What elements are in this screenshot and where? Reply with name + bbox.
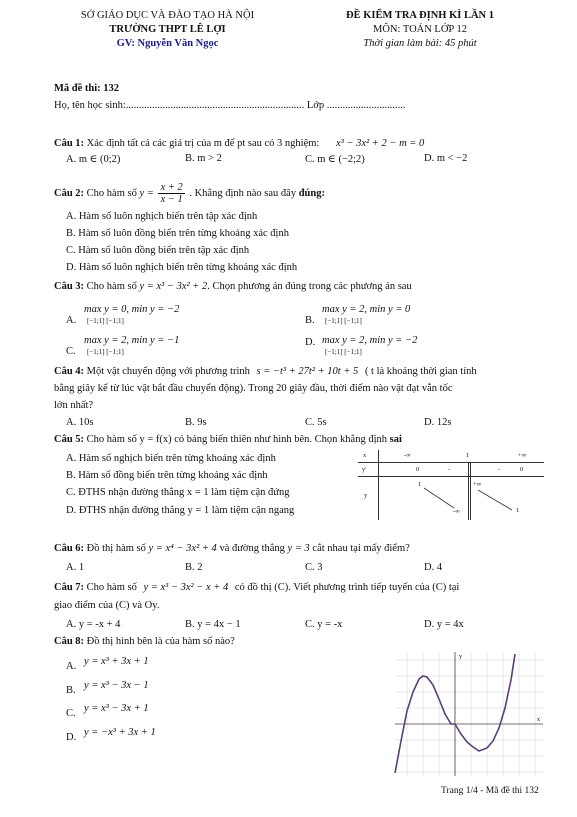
table-x-right: +∞ xyxy=(518,452,527,459)
header-school-name: TRƯỜNG THPT LÊ LỢI xyxy=(109,24,226,35)
q6-option-a: A. 1 xyxy=(66,562,85,573)
question-text: Xác định tất cả các giá trị của m để pt sau có 3 nghiệm: xyxy=(86,138,320,149)
table-yp-right: - xyxy=(498,466,501,473)
table-y-top-left: 1 xyxy=(418,481,422,488)
question-7-line-1 xyxy=(54,582,459,593)
question-equation: y = x³ − 3x² − x + 4 xyxy=(143,582,229,593)
q3-option-a-sub: [−1;1] [−1;1] xyxy=(87,317,124,325)
q4-option-d: D. 12s xyxy=(424,417,452,428)
question-7-line-2: giao điểm của (C) và Oy. xyxy=(54,600,160,611)
table-row-yprime: y' xyxy=(362,466,367,473)
question-8 xyxy=(54,636,235,647)
table-x-left: -∞ xyxy=(404,452,411,459)
q3-option-d: max y = 2, min y = −2 xyxy=(322,335,418,346)
question-equation-1: y = x⁴ − 3x² + 4 xyxy=(148,543,217,554)
q8-option-c-label: C. xyxy=(66,708,76,719)
q2-option-c: C. Hàm số luôn đồng biến trên tập xác định xyxy=(66,245,250,256)
q8-option-d-label: D. xyxy=(66,732,77,743)
question-text-3: cắt nhau tại mấy điểm? xyxy=(312,543,410,554)
q5-option-b: B. Hàm số đồng biến trên từng khoảng xác định xyxy=(66,470,268,481)
question-text: Cho hàm số xyxy=(86,582,137,593)
q8-option-a: y = x³ + 3x + 1 xyxy=(84,656,149,667)
question-colon: : xyxy=(321,187,325,199)
graph-y-label: y xyxy=(459,654,462,660)
q8-option-b-label: B. xyxy=(66,685,76,696)
q8-option-a-label: A. xyxy=(66,661,77,672)
q6-option-d: D. 4 xyxy=(424,562,443,573)
question-label: Câu 7: xyxy=(54,582,85,593)
q3-option-c-label: C. xyxy=(66,346,76,357)
question-label: Câu 4: xyxy=(54,366,85,377)
fraction-numerator: x + 2 xyxy=(160,182,183,193)
question-emphasis: sai xyxy=(389,434,402,445)
table-y-top-right: +∞ xyxy=(473,481,482,488)
question-text-2: có đồ thị (C). Viết phương trình tiếp tuyến của (C) tại xyxy=(234,582,460,593)
table-y-bot-right: 1 xyxy=(516,507,520,514)
q2-option-d: D. Hàm số luôn nghịch biến trên từng khoảng xác định xyxy=(66,262,298,273)
question-1 xyxy=(54,138,424,149)
table-y-bot-left: -∞ xyxy=(453,508,460,515)
q4-option-c: C. 5s xyxy=(305,417,327,428)
question-text-2: . Chọn phương án đúng trong các phương án sau xyxy=(207,281,412,292)
q7-option-b: B. y = 4x − 1 xyxy=(185,619,241,630)
table-row-x: x xyxy=(363,452,367,459)
question-6 xyxy=(54,543,410,554)
function-lhs: y = xyxy=(139,187,154,199)
graph-x-label: x xyxy=(537,717,540,723)
header-duration: Thời gian làm bài: 45 phút xyxy=(363,38,477,49)
question-equation: s = −t³ + 27t² + 10t + 5 xyxy=(256,366,359,377)
q1-option-c: C. m ∈ (−2;2) xyxy=(305,154,365,165)
q6-option-b: B. 2 xyxy=(185,562,203,573)
question-text: Cho hàm số xyxy=(86,187,137,199)
table-x-mid: 1 xyxy=(466,452,470,459)
question-4-line-1 xyxy=(54,366,477,377)
question-4-line-2: bằng giây kể từ lúc vật bắt đầu chuyển động). Trong 20 giây đầu, thời điểm nào vật đạt vẫn tốc xyxy=(54,383,453,394)
page-footer: Trang 1/4 - Mã đề thi 132 xyxy=(441,786,539,796)
q7-option-a: A. y = -x + 4 xyxy=(66,619,121,630)
q5-option-c: C. ĐTHS nhận đường thẳng x = 1 làm tiệm cận đứng xyxy=(66,487,290,498)
question-label: Câu 1: xyxy=(54,138,85,149)
question-text: Một vật chuyển động với phương trình xyxy=(86,366,250,377)
question-label: Câu 3: xyxy=(54,281,85,292)
table-yp-left: 0 xyxy=(416,466,420,473)
question-emphasis: đúng xyxy=(298,187,322,199)
q3-option-b-sub: [−1;1] [−1;1] xyxy=(325,317,362,325)
question-5 xyxy=(54,434,402,445)
q8-option-b: y = x³ − 3x − 1 xyxy=(84,680,149,691)
q3-option-c: max y = 2, min y = −1 xyxy=(84,335,180,346)
header-school-dept: SỞ GIÁO DỤC VÀ ĐÀO TẠO HÀ NỘI xyxy=(80,10,255,21)
q7-option-c: C. y = -x xyxy=(305,619,343,630)
table-arrows xyxy=(358,450,544,520)
q1-option-d: D. m < −2 xyxy=(424,153,468,164)
student-info-line: Họ, tên học sinh:.................................................................... Lớp .............................. xyxy=(54,100,406,111)
q5-option-a: A. Hàm số nghịch biến trên từng khoảng xác định xyxy=(66,453,276,464)
question-equation: y = x³ − 3x² + 2 xyxy=(139,281,208,292)
table-yp-right2: 0 xyxy=(520,466,524,473)
q1-option-b: B. m > 2 xyxy=(185,153,222,164)
question-label: Câu 2: xyxy=(54,187,85,199)
question-text-2: và đường thẳng xyxy=(219,543,285,554)
question-label: Câu 6: xyxy=(54,543,85,554)
fraction-denominator: x − 1 xyxy=(160,194,183,205)
q2-option-a: A. Hàm số luôn nghịch biến trên tập xác định xyxy=(66,211,258,222)
q8-option-c: y = x³ − 3x + 1 xyxy=(84,703,149,714)
question-text: Cho hàm số xyxy=(86,281,137,292)
table-arrow-right xyxy=(478,490,512,510)
header-subject: MÔN: TOÁN LỚP 12 xyxy=(372,24,468,35)
cubic-graph xyxy=(393,650,545,778)
question-text: Đồ thị hàm số xyxy=(86,543,146,554)
table-arrow-left xyxy=(424,488,454,508)
q1-option-a: A. m ∈ (0;2) xyxy=(66,154,121,165)
q6-option-c: C. 3 xyxy=(305,562,323,573)
question-text-2: ( t là khoảng thời gian tính xyxy=(364,366,477,377)
question-4-line-3: lớn nhất? xyxy=(54,400,94,411)
question-text: Cho hàm số y = f(x) có bảng biến thiên như hình bên. Chọn khẳng định xyxy=(86,434,387,445)
q3-option-d-label: D. xyxy=(305,337,316,348)
question-equation-2: y = 3 xyxy=(287,543,310,554)
q4-option-b: B. 9s xyxy=(185,417,207,428)
question-label: Câu 5: xyxy=(54,434,85,445)
question-text-2: . Khẳng định nào sau đây xyxy=(189,187,297,199)
exam-code: Mã đề thi: 132 xyxy=(54,83,120,94)
variation-table xyxy=(358,450,544,520)
q3-option-b-label: B. xyxy=(305,315,315,326)
table-yp-left2: - xyxy=(448,466,451,473)
q5-option-d: D. ĐTHS nhận đường thẳng y = 1 làm tiệm cận ngang xyxy=(66,505,295,516)
graph-grid xyxy=(395,652,543,776)
question-label: Câu 8: xyxy=(54,636,85,647)
q3-option-a-label: A. xyxy=(66,315,77,326)
question-2 xyxy=(54,182,325,205)
header-exam-title: ĐỀ KIỂM TRA ĐỊNH KÌ LẦN 1 xyxy=(346,10,494,21)
q3-option-c-sub: [−1;1] [−1;1] xyxy=(87,348,124,356)
table-row-y: y xyxy=(364,492,368,499)
question-3 xyxy=(54,281,412,292)
q8-option-d: y = −x³ + 3x + 1 xyxy=(84,727,156,738)
q4-option-a: A. 10s xyxy=(66,417,94,428)
q2-option-b: B. Hàm số luôn đồng biến trên từng khoảng xác định xyxy=(66,228,289,239)
q7-option-d: D. y = 4x xyxy=(424,619,464,630)
q3-option-b: max y = 2, min y = 0 xyxy=(322,304,411,315)
question-text: Đồ thị hình bên là của hàm số nào? xyxy=(86,636,235,647)
header-teacher: GV: Nguyễn Văn Ngọc xyxy=(116,38,219,49)
q3-option-a: max y = 0, min y = −2 xyxy=(84,304,180,315)
q3-option-d-sub: [−1;1] [−1;1] xyxy=(325,348,362,356)
question-equation: x³ − 3x² + 2 − m = 0 xyxy=(335,138,425,149)
fraction xyxy=(158,182,184,205)
